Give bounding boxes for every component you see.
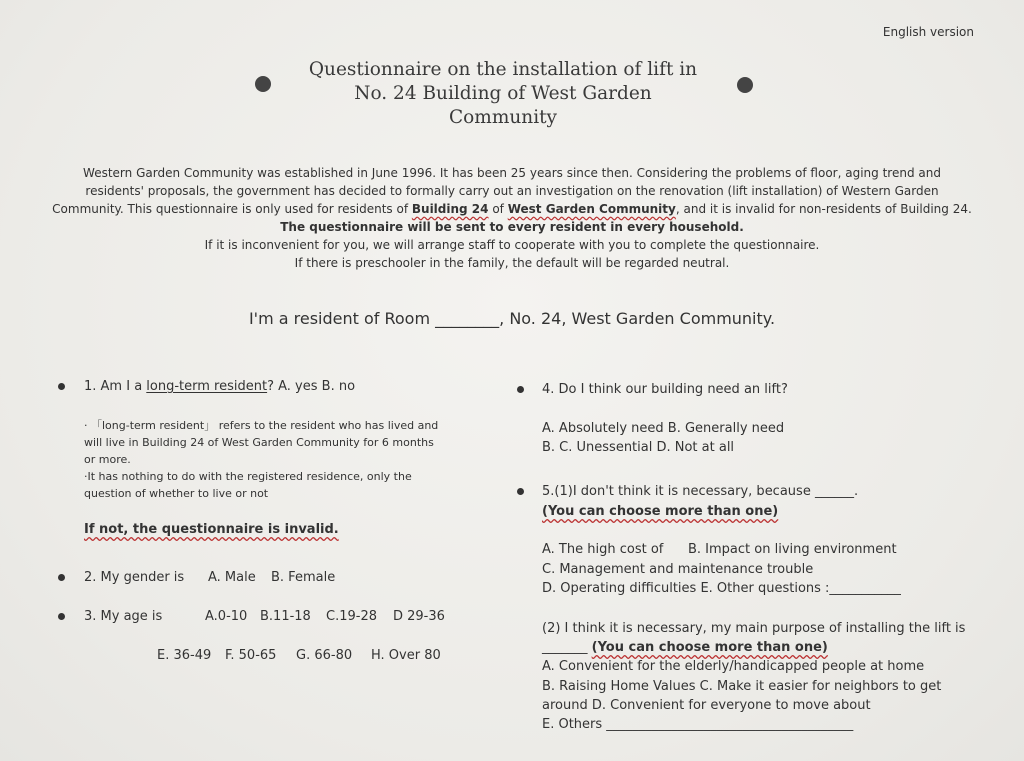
- question-3-label: 3. My age is: [84, 609, 163, 624]
- q2-option-a[interactable]: A. Male: [208, 570, 256, 585]
- q2-option-b[interactable]: B. Female: [271, 570, 336, 585]
- question-5-part-2-label: (2) I think it is necessary, my main purpose of installing the lift is: [542, 621, 966, 636]
- q5-part-2-option-b-c[interactable]: B. Raising Home Values C. Make it easier for neighbors to get: [542, 679, 942, 694]
- q1-invalid-note: If not, the questionnaire is invalid.: [84, 522, 339, 537]
- q3-option-f[interactable]: F. 50-65: [225, 648, 277, 663]
- q3-option-h[interactable]: H. Over 80: [371, 648, 441, 663]
- q5-part-2-choose-note: (You can choose more than one): [591, 640, 828, 655]
- q3-option-e[interactable]: E. 36-49: [157, 648, 212, 663]
- title-left-dot: [255, 76, 271, 92]
- q5-bullet: [517, 488, 524, 495]
- intro-line-4: The questionnaire will be sent to every resident in every household.: [280, 220, 744, 234]
- long-term-resident-term: long-term resident: [146, 379, 268, 394]
- q4-bullet: [517, 386, 524, 393]
- building-24-highlight: Building 24: [411, 202, 489, 216]
- question-5-part-1-label: 5.(1)I don't think it is necessary, because ______.: [542, 484, 859, 499]
- intro-line-2: residents' proposals, the government has decided to formally carry out an investigation on the renovation (lift installation) of Western Garden: [85, 184, 939, 198]
- q2-bullet: [58, 574, 65, 581]
- english-version-label: English version: [882, 25, 974, 39]
- title-right-dot: [737, 77, 753, 93]
- q3-option-b[interactable]: B.11-18: [260, 609, 311, 624]
- question-1[interactable]: 1. Am I a long-term resident? A. yes B. no: [84, 379, 356, 394]
- q4-options-row-2[interactable]: B. C. Unessential D. Not at all: [542, 440, 735, 455]
- q1-bullet: [58, 383, 65, 390]
- intro-line-3: Community. This questionnaire is only used for residents of Building 24 of West Garden Community, and it is invalid for non-residents of Building 24.: [52, 202, 972, 216]
- q5-part-2-option-d[interactable]: around D. Convenient for everyone to move about: [542, 698, 871, 713]
- intro-paragraph: [40, 164, 984, 272]
- intro-line-1: Western Garden Community was established in June 1996. It has been 25 years since then. Considering the problems of floor, aging trend and: [83, 166, 941, 180]
- q5-option-b[interactable]: B. Impact on living environment: [688, 542, 897, 557]
- intro-line-5: If it is inconvenient for you, we will arrange staff to cooperate with you to complete the questionnaire.: [204, 238, 820, 252]
- q5-part-2-blank-line: _______ (You can choose more than one): [542, 640, 828, 655]
- title-line-2: No. 24 Building of West Garden: [354, 83, 652, 104]
- q3-option-g[interactable]: G. 66-80: [296, 648, 353, 663]
- title-line-1: Questionnaire on the installation of lift in: [308, 59, 698, 80]
- q5-option-a[interactable]: A. The high cost of: [542, 542, 664, 557]
- q5-options-d-e[interactable]: D. Operating difficulties E. Other questions :___________: [542, 581, 901, 596]
- q3-bullet: [58, 613, 65, 620]
- question-2-label: 2. My gender is: [84, 570, 185, 585]
- q3-option-c[interactable]: C.19-28: [326, 609, 377, 624]
- intro-line-6: If there is preschooler in the family, the default will be regarded neutral.: [294, 256, 730, 270]
- page-title: [270, 58, 736, 130]
- q5-part-2-option-a[interactable]: A. Convenient for the elderly/handicapped people at home: [542, 659, 925, 674]
- community-highlight: West Garden Community: [507, 202, 676, 216]
- title-line-3: Community: [448, 107, 557, 128]
- resident-room-line[interactable]: I'm a resident of Room ________, No. 24, West Garden Community.: [248, 309, 776, 328]
- q4-options-row-1[interactable]: A. Absolutely need B. Generally need: [542, 421, 785, 436]
- q3-option-a[interactable]: A.0-10: [205, 609, 248, 624]
- q5-choose-more-note: (You can choose more than one): [542, 504, 779, 519]
- q5-part-2-option-e[interactable]: E. Others ______________________________________: [542, 717, 854, 732]
- question-4-label: 4. Do I think our building need an lift?: [542, 382, 788, 397]
- q3-option-d[interactable]: D 29-36: [393, 609, 445, 624]
- q1-note: · 「long-term resident」 refers to the resident who has lived and will live in Building 24 of West Garden Community for 6 months or more. ·It has nothing to do with the registered residence, only the question of whether to live or not: [84, 419, 439, 500]
- q5-option-c[interactable]: C. Management and maintenance trouble: [542, 562, 814, 577]
